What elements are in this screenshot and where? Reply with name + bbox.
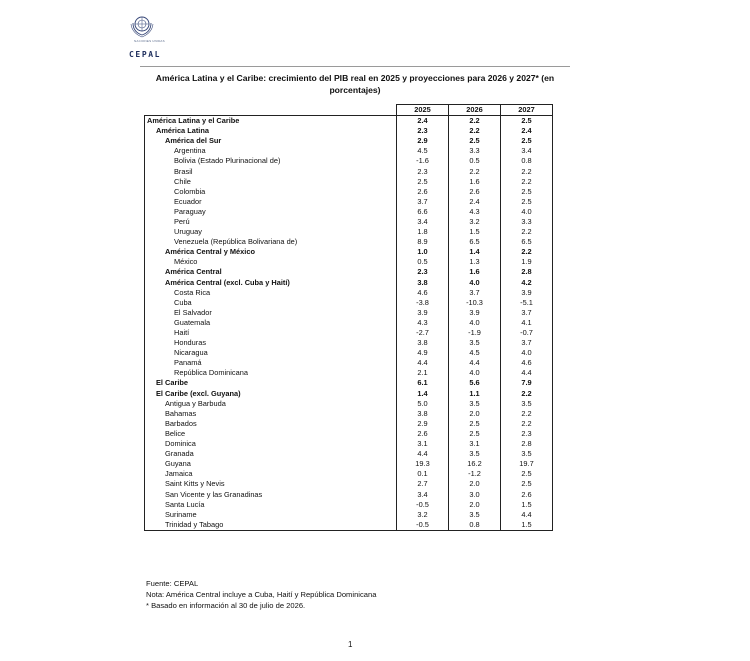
un-emblem-icon: [129, 14, 155, 38]
row-label: América Central y México: [145, 247, 397, 257]
row-value: 3.9: [501, 288, 553, 298]
row-value: 4.4: [397, 358, 449, 368]
row-value: 3.8: [397, 338, 449, 348]
row-value: 4.4: [501, 368, 553, 378]
row-label: San Vicente y las Granadinas: [145, 489, 397, 499]
row-value: 1.5: [501, 520, 553, 531]
row-value: -3.8: [397, 298, 449, 308]
table-row: [145, 227, 553, 237]
row-value: 2.2: [501, 389, 553, 399]
row-value: 2.3: [397, 166, 449, 176]
row-value: 6.1: [397, 378, 449, 388]
row-label: Granada: [145, 449, 397, 459]
row-value: 4.6: [397, 288, 449, 298]
row-value: 4.0: [449, 278, 501, 288]
table-row: [145, 399, 553, 409]
row-label: Honduras: [145, 338, 397, 348]
row-value: 3.2: [449, 217, 501, 227]
row-value: 2.5: [501, 116, 553, 127]
row-value: 3.2: [397, 510, 449, 520]
row-value: 2.8: [501, 267, 553, 277]
row-value: 1.4: [449, 247, 501, 257]
row-value: 1.1: [449, 389, 501, 399]
row-value: 3.7: [397, 197, 449, 207]
row-value: 2.9: [397, 419, 449, 429]
header-blank-cell: [145, 105, 397, 116]
row-value: 0.5: [397, 257, 449, 267]
row-label: Dominica: [145, 439, 397, 449]
row-value: 2.0: [449, 479, 501, 489]
row-label: Brasil: [145, 166, 397, 176]
row-value: 2.6: [449, 187, 501, 197]
row-value: -1.9: [449, 328, 501, 338]
table-row: [145, 389, 553, 399]
column-header: 2025: [397, 105, 449, 116]
row-label: Suriname: [145, 510, 397, 520]
row-value: 1.3: [449, 257, 501, 267]
row-label: Trinidad y Tabago: [145, 520, 397, 531]
row-value: 1.6: [449, 267, 501, 277]
table-row: [145, 187, 553, 197]
row-label: Bolivia (Estado Plurinacional de): [145, 156, 397, 166]
column-header: 2026: [449, 105, 501, 116]
row-value: -0.5: [397, 500, 449, 510]
table-row: [145, 207, 553, 217]
row-value: 2.7: [397, 479, 449, 489]
table-row: [145, 459, 553, 469]
row-value: 3.0: [449, 489, 501, 499]
table-row: [145, 500, 553, 510]
table-row: [145, 489, 553, 499]
table-row: [145, 116, 553, 127]
row-value: 3.5: [449, 399, 501, 409]
row-value: 2.2: [501, 409, 553, 419]
row-value: 0.8: [449, 520, 501, 531]
row-value: 3.4: [501, 146, 553, 156]
row-value: 4.1: [501, 318, 553, 328]
row-value: 6.5: [449, 237, 501, 247]
row-label: Nicaragua: [145, 348, 397, 358]
table-row: [145, 156, 553, 166]
table-row: [145, 308, 553, 318]
row-value: 19.7: [501, 459, 553, 469]
row-label: República Dominicana: [145, 368, 397, 378]
row-value: 5.6: [449, 378, 501, 388]
logo-small-text: NACIONES UNIDAS: [134, 39, 165, 43]
row-label: México: [145, 257, 397, 267]
row-value: -0.5: [397, 520, 449, 531]
logo-wordmark: CEPAL: [129, 50, 162, 59]
row-value: 3.5: [501, 449, 553, 459]
row-label: Ecuador: [145, 197, 397, 207]
table-row: [145, 368, 553, 378]
row-value: 2.0: [449, 409, 501, 419]
row-label: El Caribe: [145, 378, 397, 388]
table-row: [145, 197, 553, 207]
row-label: América Central (excl. Cuba y Haití): [145, 278, 397, 288]
row-value: 3.5: [449, 510, 501, 520]
table-row: [145, 479, 553, 489]
header-rule: [140, 66, 570, 67]
row-value: 3.9: [397, 308, 449, 318]
row-value: 7.9: [501, 378, 553, 388]
table-row: [145, 520, 553, 531]
row-value: 6.6: [397, 207, 449, 217]
row-value: 0.5: [449, 156, 501, 166]
row-value: 2.2: [501, 166, 553, 176]
row-value: 4.5: [397, 146, 449, 156]
row-value: 2.2: [501, 419, 553, 429]
row-value: 1.0: [397, 247, 449, 257]
row-value: 3.3: [501, 217, 553, 227]
table-title: América Latina y el Caribe: crecimiento del PIB real en 2025 y proyecciones para 2026 y 2027* (en porcentajes): [155, 73, 555, 95]
row-label: Saint Kitts y Nevis: [145, 479, 397, 489]
row-value: 2.6: [501, 489, 553, 499]
row-label: Uruguay: [145, 227, 397, 237]
row-value: 2.9: [397, 136, 449, 146]
table-row: [145, 358, 553, 368]
table-row: [145, 217, 553, 227]
row-label: Costa Rica: [145, 288, 397, 298]
column-header: 2027: [501, 105, 553, 116]
row-label: América del Sur: [145, 136, 397, 146]
row-value: 2.2: [449, 126, 501, 136]
row-value: 3.9: [449, 308, 501, 318]
row-value: 5.0: [397, 399, 449, 409]
row-label: Guyana: [145, 459, 397, 469]
table-row: [145, 429, 553, 439]
row-value: 2.3: [397, 126, 449, 136]
row-value: 3.4: [397, 489, 449, 499]
row-value: 3.8: [397, 278, 449, 288]
row-value: 1.5: [449, 227, 501, 237]
row-value: 3.4: [397, 217, 449, 227]
row-value: 1.5: [501, 500, 553, 510]
row-label: Argentina: [145, 146, 397, 156]
table-body: [145, 116, 553, 531]
row-value: -1.6: [397, 156, 449, 166]
footnote: Nota: América Central incluye a Cuba, Haití y República Dominicana: [146, 590, 377, 599]
row-label: Bahamas: [145, 409, 397, 419]
row-label: Belice: [145, 429, 397, 439]
row-value: 2.4: [397, 116, 449, 127]
row-value: 3.7: [501, 308, 553, 318]
row-value: -2.7: [397, 328, 449, 338]
table-row: [145, 146, 553, 156]
row-value: -5.1: [501, 298, 553, 308]
row-value: 2.8: [501, 439, 553, 449]
row-value: 4.4: [397, 449, 449, 459]
row-value: 3.3: [449, 146, 501, 156]
row-value: 2.6: [397, 429, 449, 439]
row-label: Haití: [145, 328, 397, 338]
row-value: 2.0: [449, 500, 501, 510]
row-label: Santa Lucía: [145, 500, 397, 510]
row-label: El Salvador: [145, 308, 397, 318]
table-row: [145, 267, 553, 277]
table-header-row: [145, 105, 553, 116]
row-label: Barbados: [145, 419, 397, 429]
row-value: 2.5: [397, 177, 449, 187]
row-value: 4.4: [449, 358, 501, 368]
row-value: 2.5: [449, 136, 501, 146]
row-label: América Central: [145, 267, 397, 277]
table-row: [145, 348, 553, 358]
row-value: 2.2: [501, 227, 553, 237]
row-value: 3.1: [449, 439, 501, 449]
row-value: 0.1: [397, 469, 449, 479]
row-value: -0.7: [501, 328, 553, 338]
table-row: [145, 328, 553, 338]
row-value: 8.9: [397, 237, 449, 247]
row-value: 2.4: [449, 197, 501, 207]
row-label: Panamá: [145, 358, 397, 368]
page-number: 1: [348, 640, 353, 649]
row-label: América Latina: [145, 126, 397, 136]
row-value: 3.5: [449, 449, 501, 459]
row-label: Colombia: [145, 187, 397, 197]
row-value: 4.3: [397, 318, 449, 328]
table-row: [145, 469, 553, 479]
row-value: 2.2: [449, 116, 501, 127]
row-label: Chile: [145, 177, 397, 187]
table-row: [145, 419, 553, 429]
row-value: 2.5: [501, 469, 553, 479]
row-value: 2.6: [397, 187, 449, 197]
table-row: [145, 510, 553, 520]
row-value: 4.9: [397, 348, 449, 358]
table-row: [145, 338, 553, 348]
table-row: [145, 318, 553, 328]
row-value: 4.0: [501, 348, 553, 358]
row-value: 1.4: [397, 389, 449, 399]
row-value: 4.5: [449, 348, 501, 358]
row-value: -10.3: [449, 298, 501, 308]
row-label: Guatemala: [145, 318, 397, 328]
row-value: 3.8: [397, 409, 449, 419]
table-row: [145, 126, 553, 136]
table-row: [145, 409, 553, 419]
table-row: [145, 288, 553, 298]
table-row: [145, 136, 553, 146]
row-value: 2.5: [449, 419, 501, 429]
row-value: 3.1: [397, 439, 449, 449]
row-value: 4.0: [449, 368, 501, 378]
table-row: [145, 298, 553, 308]
row-label: América Latina y el Caribe: [145, 116, 397, 127]
row-value: 2.3: [501, 429, 553, 439]
notes: [146, 578, 376, 611]
row-value: 6.5: [501, 237, 553, 247]
row-value: 2.3: [397, 267, 449, 277]
row-value: 19.3: [397, 459, 449, 469]
row-value: 4.6: [501, 358, 553, 368]
row-value: 2.4: [501, 126, 553, 136]
row-value: 4.4: [501, 510, 553, 520]
row-value: 4.2: [501, 278, 553, 288]
row-value: 1.6: [449, 177, 501, 187]
row-value: 2.5: [501, 197, 553, 207]
row-value: 2.1: [397, 368, 449, 378]
source-note: Fuente: CEPAL: [146, 579, 199, 588]
table-row: [145, 278, 553, 288]
row-value: 2.2: [501, 247, 553, 257]
row-value: 2.5: [449, 429, 501, 439]
row-value: 3.5: [501, 399, 553, 409]
table-row: [145, 247, 553, 257]
row-value: 4.0: [449, 318, 501, 328]
gdp-table: [144, 104, 553, 531]
row-label: Antigua y Barbuda: [145, 399, 397, 409]
row-label: Venezuela (República Bolivariana de): [145, 237, 397, 247]
table-row: [145, 378, 553, 388]
row-label: Perú: [145, 217, 397, 227]
row-value: 2.5: [501, 187, 553, 197]
table-row: [145, 449, 553, 459]
row-value: 1.9: [501, 257, 553, 267]
row-value: 4.3: [449, 207, 501, 217]
table-row: [145, 177, 553, 187]
footnote: * Basado en información al 30 de julio de 2026.: [146, 601, 306, 610]
row-value: 2.5: [501, 136, 553, 146]
row-value: 16.2: [449, 459, 501, 469]
row-value: 3.5: [449, 338, 501, 348]
row-value: -1.2: [449, 469, 501, 479]
table-row: [145, 166, 553, 176]
table-row: [145, 237, 553, 247]
row-value: 1.8: [397, 227, 449, 237]
row-value: 2.2: [449, 166, 501, 176]
row-value: 2.2: [501, 177, 553, 187]
row-label: El Caribe (excl. Guyana): [145, 389, 397, 399]
row-value: 4.0: [501, 207, 553, 217]
row-label: Paraguay: [145, 207, 397, 217]
table-row: [145, 257, 553, 267]
table-row: [145, 439, 553, 449]
row-value: 3.7: [501, 338, 553, 348]
row-value: 2.5: [501, 479, 553, 489]
row-value: 0.8: [501, 156, 553, 166]
row-label: Cuba: [145, 298, 397, 308]
row-value: 3.7: [449, 288, 501, 298]
row-label: Jamaica: [145, 469, 397, 479]
